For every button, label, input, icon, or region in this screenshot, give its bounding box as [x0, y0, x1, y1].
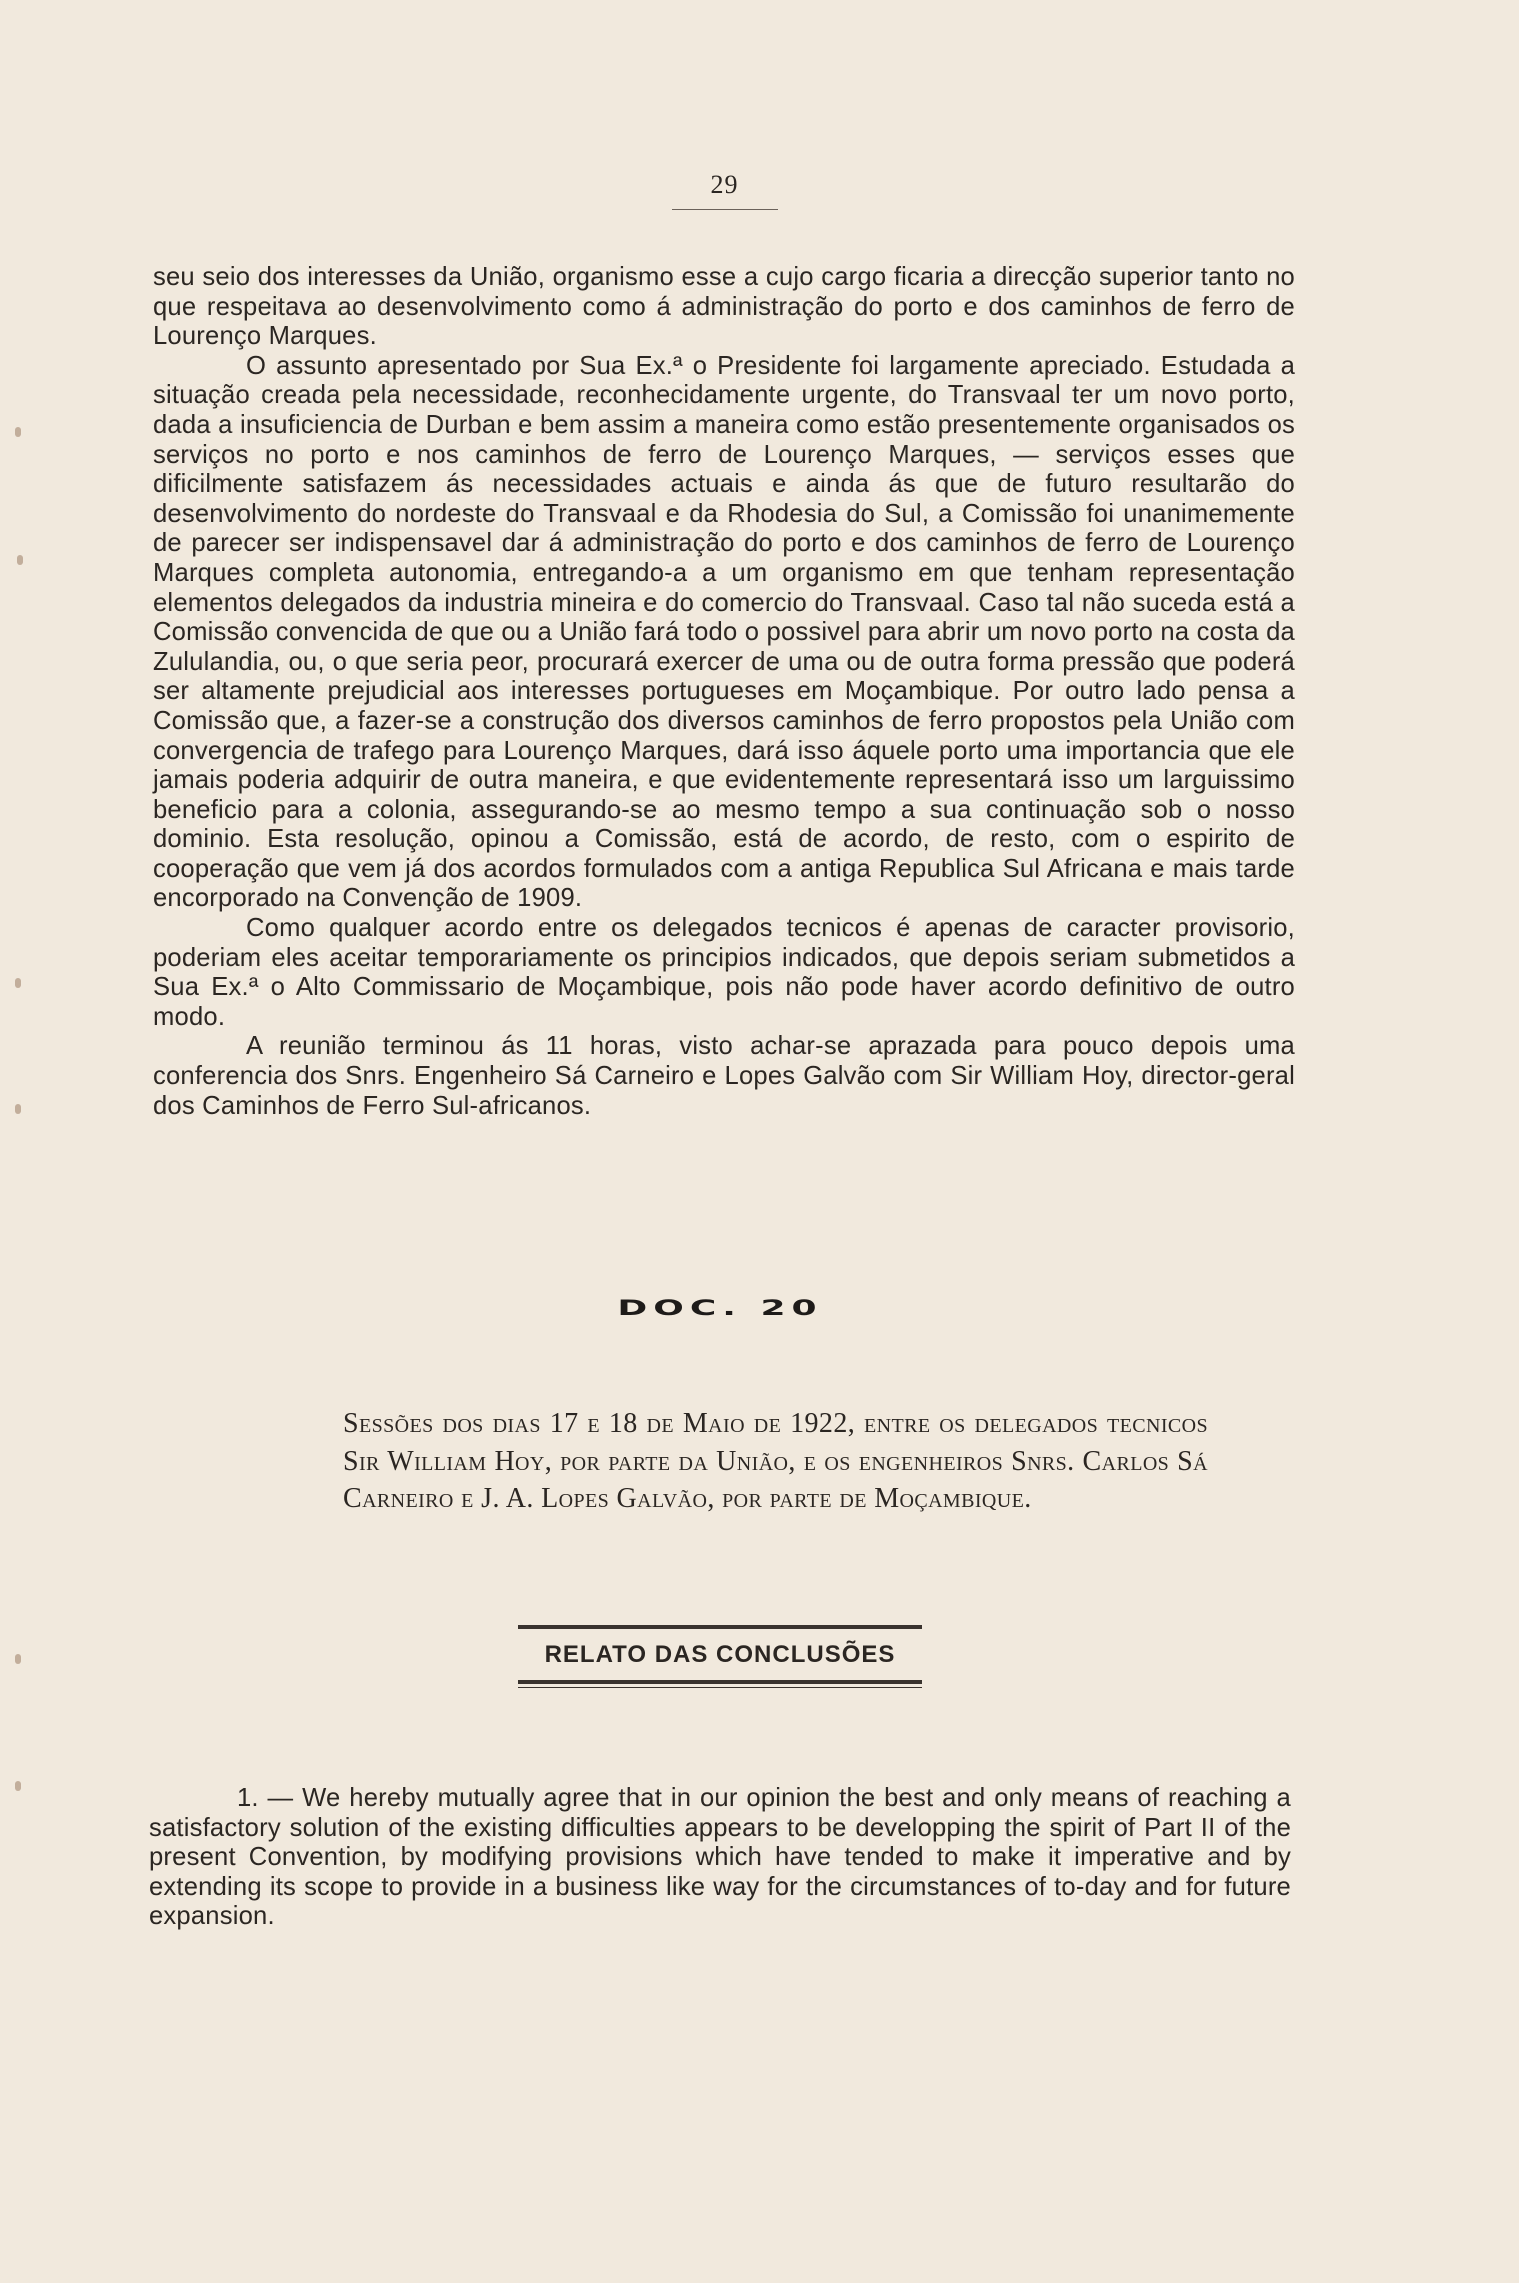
margin-speck — [15, 1781, 21, 1791]
paragraph-continuation: seu seio dos interesses da União, organismo esse a cujo cargo ficaria a direcção superior tanto no que respeitava ao desenvolvimento como á administração do porto e dos caminhos de ferro de Lourenço Marques. — [153, 263, 1295, 351]
section-rule-top — [518, 1625, 922, 1629]
page-number-underline — [672, 209, 778, 210]
sessions-title: Sessões dos dias 17 e 18 de Maio de 1922, entre os delegados tecnicos Sir William Hoy, por parte da União, e os engenheiros Snrs. Carlos Sá Carneiro e J. A. Lopes Galvão, por parte de Moçambique. — [343, 1408, 1208, 1514]
english-text — [149, 1784, 1291, 1932]
page-number: 29 — [710, 170, 739, 199]
paragraph-acordo: Como qualquer acordo entre os delegados tecnicos é apenas de caracter provisorio, poderiam eles aceitar temporariamente os principios indicados, que depois seriam submetidos a Sua Ex.ª o Alto Commissario de Moçambique, pois não pode haver acordo definitivo de outro modo. — [153, 914, 1295, 1031]
margin-speck — [17, 555, 23, 565]
margin-speck — [15, 1104, 21, 1114]
paragraph-agreement: 1. — We hereby mutually agree that in our opinion the best and only means of reaching a satisfactory solution of the existing difficulties appears to be developping the spirit of Part II of the present Convention, by modifying provisions which have tended to make it imperative and by extending its scope to provide in a business like way for the circumstances of to-day and for future expansion. — [149, 1784, 1291, 1931]
margin-speck — [15, 427, 21, 437]
margin-speck — [15, 1654, 21, 1664]
paragraph-reuniao: A reunião terminou ás 11 horas, visto achar-se aprazada para pouco depois uma conferencia dos Snrs. Engenheiro Sá Carneiro e Lopes Galvão com Sir William Hoy, director-geral dos Caminhos de Ferro Sul-africanos. — [153, 1032, 1295, 1120]
section-rule-bottom — [518, 1680, 922, 1684]
margin-speck — [15, 978, 21, 988]
paragraph-assunto: O assunto apresentado por Sua Ex.ª o Presidente foi largamente apreciado. Estudada a situação creada pela necessidade, reconhecidamente urgente, do Transvaal ter um novo porto, dada a insuficiencia de Durban e bem assim a maneira como estão presentemente organisados os serviços no porto e nos caminhos de ferro de Lourenço Marques, — serviços esses que dificilmente satisfazem ás necessidades actuais e ainda ás que de futuro resultarão do desenvolvimento do nordeste do Transvaal e da Rhodesia do Sul, a Comissão foi unanimemente de parecer ser indispensavel dar á administração do porto e dos caminhos de ferro de Lourenço Marques completa autonomia, entregando-a a um organismo em que tenham representação elementos delegados da industria mineira e do comercio do Transvaal. Caso tal não suceda está a Comissão convencida de que ou a União fará todo o possivel para abrir um novo porto na costa da Zululandia, ou, o que seria peor, procurará exercer de uma ou de outra forma pressão que poderá ser altamente prejudicial aos interesses portugueses em Moçambique. Por outro lado pensa a Comissão que, a fazer-se a construção dos diversos caminhos de ferro propostos pela União com convergencia de trafego para Lourenço Marques, dará isso áquele porto uma importancia que ele jamais poderia adquirir de outra maneira, e que evidentemente representará isso um larguissimo beneficio para a colonia, assegurando-se ao mesmo tempo a sua continuação sob o nosso dominio. Esta resolução, opinou a Comissão, está de acordo, de resto, com o espirito de cooperação que vem já dos acordos formulados com a antiga Republica Sul Africana e mais tarde encorporado na Convenção de 1909. — [153, 351, 1295, 913]
section-heading: RELATO DAS CONCLUSÕES — [544, 1641, 896, 1668]
body-text — [153, 263, 1295, 1121]
doc-heading: DOC. 20 — [617, 1296, 823, 1321]
section-rule-bottom-thin — [518, 1687, 922, 1688]
